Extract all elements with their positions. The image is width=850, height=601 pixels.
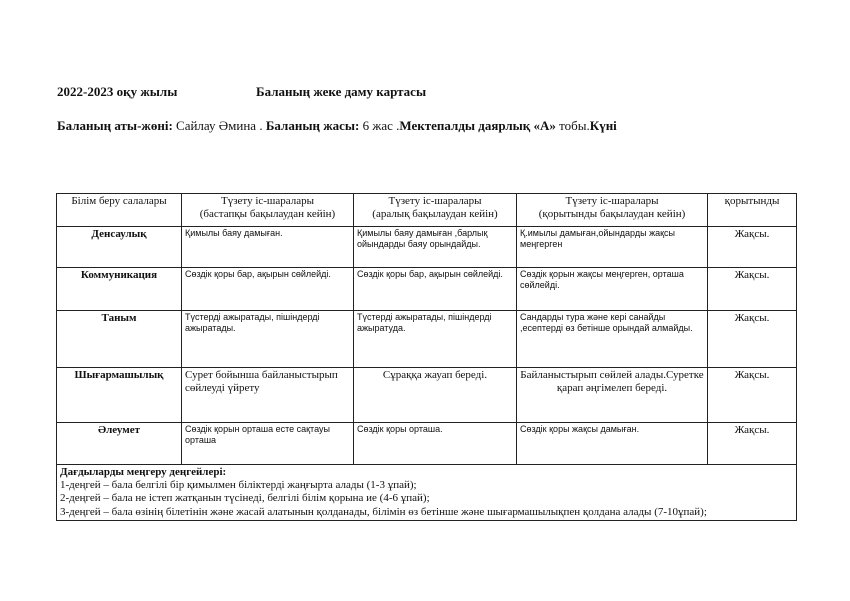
mid-cell: Қимылы баяу дамыған ,барлық ойындарды баяу орындайды. <box>354 227 517 268</box>
header-area: Білім беру салалары <box>57 194 182 227</box>
area-cell: Әлеумет <box>57 423 182 465</box>
table-row <box>57 368 797 423</box>
age-label: Баланың жасы: <box>265 118 360 133</box>
header-result: қорытынды <box>708 194 797 227</box>
header-mid: Түзету іс-шаралары (аралық бақылаудан кейін) <box>354 194 517 227</box>
final-cell: Қ.имылы дамыған,ойындарды жақсы меңгерген <box>517 227 708 268</box>
header-final: Түзету іс-шаралары (қорытынды бақылаудан кейін) <box>517 194 708 227</box>
result-cell: Жақсы. <box>708 268 797 311</box>
initial-cell: Қимылы баяу дамыған. <box>182 227 354 268</box>
initial-cell: Сөздік қорын орташа есте сақтауы орташа <box>182 423 354 465</box>
group-label: Мектепалды даярлық «А» <box>399 118 556 133</box>
header-line <box>57 84 427 100</box>
levels-row <box>57 465 797 521</box>
level-1: 1-деңгей – бала белгілі бір қимылмен біліктерді жаңғырта алады (1-3 ұпай); <box>60 479 417 492</box>
mid-cell: Сөздік қоры бар, ақырын сөйлейді. <box>354 268 517 311</box>
area-cell: Коммуникация <box>57 268 182 311</box>
mid-cell: Сөздік қоры орташа. <box>354 423 517 465</box>
final-cell: Байланыстырып сөйлей алады.Суретке қарап әңгімелеп береді. <box>517 368 708 423</box>
skill-levels-cell <box>57 465 797 521</box>
levels-title: Дағдыларды меңгеру деңгейлері: <box>60 466 227 478</box>
initial-cell: Сурет бойынша байланыстырып сөйлеуді үйрету <box>182 368 354 423</box>
initial-cell: Түстерді ажыратады, пішіндерді ажыратады. <box>182 311 354 368</box>
group-suffix: тобы. <box>555 118 590 133</box>
table-row <box>57 423 797 465</box>
academic-year-suffix: оқу жылы <box>113 84 178 99</box>
result-cell: Жақсы. <box>708 368 797 423</box>
age-value: 6 жас . <box>359 118 400 133</box>
result-cell: Жақсы. <box>708 227 797 268</box>
table-row <box>57 227 797 268</box>
final-cell: Сөздік қорын жақсы меңгерген, орташа сөйлейді. <box>517 268 708 311</box>
name-label: Баланың аты-жөні: <box>57 118 173 133</box>
table-header-row <box>57 194 797 227</box>
initial-cell: Сөздік қоры бар, ақырын сөйлейді. <box>182 268 354 311</box>
name-value: Сайлау Әмина . <box>172 118 266 133</box>
result-cell: Жақсы. <box>708 423 797 465</box>
academic-year: 2022-2023 <box>57 84 114 99</box>
final-cell: Сөздік қоры жақсы дамыған. <box>517 423 708 465</box>
development-card-table <box>56 193 797 521</box>
page-title: Баланың жеке даму картасы <box>256 84 427 99</box>
area-cell: Таным <box>57 311 182 368</box>
mid-cell: Сұраққа жауап береді. <box>354 368 517 423</box>
level-2: 2-деңгей – бала не істеп жатқанын түсінеді, белгілі білім қорына ие (4-6 ұпай); <box>60 492 430 505</box>
child-info-line <box>57 118 617 134</box>
date-label: Күні <box>589 118 617 133</box>
final-cell: Сандарды тура және кері санайды ,есептерді өз бетінше орындай алмайды. <box>517 311 708 368</box>
table-row <box>57 268 797 311</box>
level-3: 3-деңгей – бала өзінің білетінін және жасай алатынын қолданады, білімін өз бетінше және шығармашылықпен қолдана алады (7-10ұпай); <box>60 505 707 518</box>
area-cell: Денсаулық <box>57 227 182 268</box>
area-cell: Шығармашылық <box>57 368 182 423</box>
header-initial: Түзету іс-шаралары (бастапқы бақылаудан кейін) <box>182 194 354 227</box>
mid-cell: Түстерді ажыратады, пішіндерді ажыратуда. <box>354 311 517 368</box>
table-row <box>57 311 797 368</box>
result-cell: Жақсы. <box>708 311 797 368</box>
